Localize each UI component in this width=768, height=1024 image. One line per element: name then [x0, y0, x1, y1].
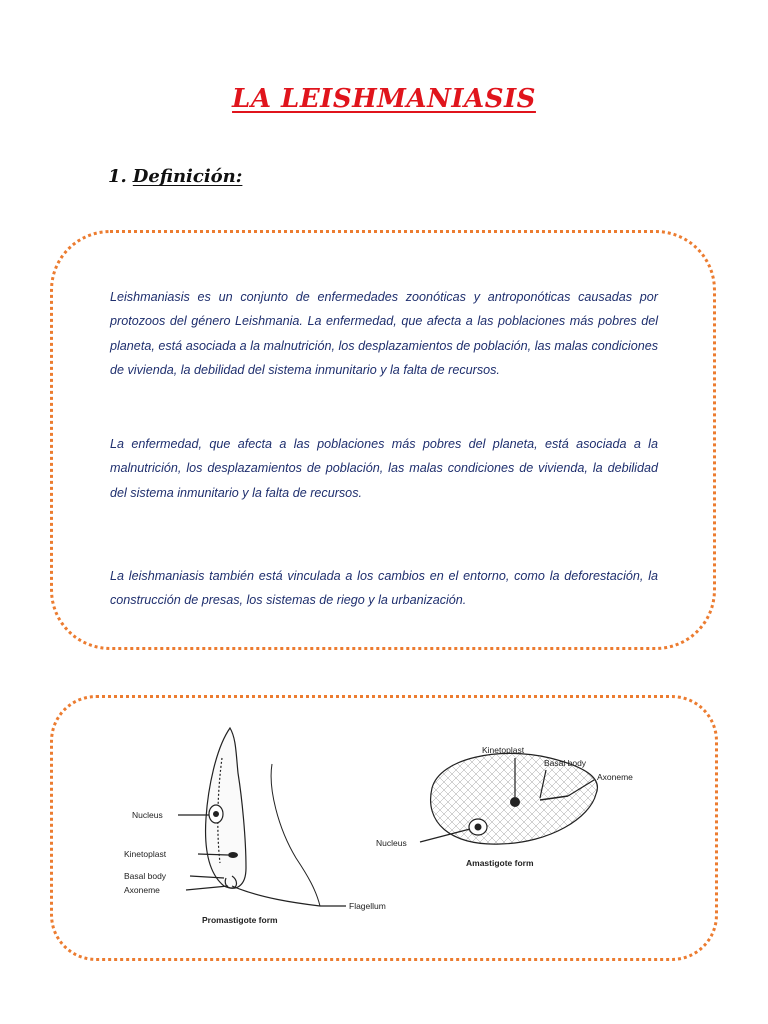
- label-flagellum: Flagellum: [349, 901, 386, 911]
- caption-promastigote: Promastigote form: [202, 915, 278, 925]
- caption-amastigote: Amastigote form: [466, 858, 534, 868]
- label-nucleus-amastigote: Nucleus: [376, 838, 407, 848]
- label-kinetoplast-promastigote: Kinetoplast: [124, 849, 167, 859]
- leishmania-diagram: [120, 718, 680, 938]
- label-basal-body-amastigote: Basal body: [544, 758, 587, 768]
- section-number: 1.: [108, 166, 127, 187]
- amastigote-kinetoplast-shape: [510, 797, 520, 807]
- paragraph-1: Leishmaniasis es un conjunto de enfermedades zoonóticas y antroponóticas causadas por protozoos del género Leishmania. La enfermedad, que afecta a las poblaciones más pobres del planeta, está asociada a la malnutrición, los desplazamientos de población, las malas condiciones de vivienda, la debilidad del sistema inmunitario y la falta de recursos.: [110, 289, 658, 378]
- promastigote-flagellum-shape: [232, 886, 320, 906]
- label-kinetoplast-amastigote: Kinetoplast: [482, 745, 525, 755]
- label-axoneme-promastigote: Axoneme: [124, 885, 160, 895]
- label-basal-body-promastigote: Basal body: [124, 871, 167, 881]
- label-axoneme-amastigote: Axoneme: [597, 772, 633, 782]
- section-heading: [108, 166, 242, 187]
- section-label: Definición:: [132, 166, 243, 187]
- promastigote-illustration: [178, 728, 346, 906]
- promastigote-kinetoplast-shape: [228, 852, 238, 858]
- label-nucleus-promastigote: Nucleus: [132, 810, 163, 820]
- document-title: LA LEISHMANIASIS: [232, 84, 536, 114]
- paragraph-3: La leishmaniasis también está vinculada a los cambios en el entorno, como la deforestación, la construcción de presas, los sistemas de riego y la urbanización.: [110, 568, 658, 608]
- paragraph-2: La enfermedad, que afecta a las poblaciones más pobres del planeta, está asociada a la malnutrición, los desplazamientos de población, las malas condiciones de vivienda, la debilidad del sistema inmunitario y la falta de recursos.: [110, 436, 658, 500]
